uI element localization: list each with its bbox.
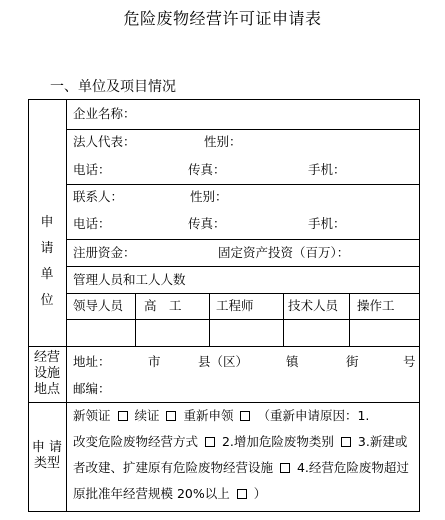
checkbox-reissue[interactable] [240, 411, 250, 421]
row-divider [66, 293, 420, 294]
checkbox-new-license[interactable] [118, 411, 128, 421]
option-renewal: 续证 [134, 408, 160, 423]
staff-count-title: 管理人员和工人人数 [73, 272, 186, 287]
contact-phone-field[interactable]: 电话： [73, 216, 111, 231]
fixed-assets-field[interactable]: 固定资产投资（百万）： [218, 245, 350, 260]
label-column-divider [66, 99, 67, 512]
reason-add-category: 2.增加危险废物类别 [221, 434, 334, 449]
checkbox-renewal[interactable] [166, 411, 176, 421]
reason-exceed-scale: 4.经营危险废物超过 [296, 460, 409, 475]
reissue-reason-label: （重新申请原因：1. [257, 408, 370, 423]
section-divider [28, 346, 420, 347]
reason-new-build: 3.新建或 [357, 434, 408, 449]
application-form-table [28, 99, 420, 512]
staff-column-header: 操作工 [357, 298, 395, 313]
postcode-field[interactable]: 邮编： [73, 381, 111, 396]
document-title: 危险废物经营许可证申请表 [123, 9, 322, 28]
staff-column-divider [135, 293, 136, 346]
checkbox-rebuild-expand[interactable] [280, 463, 290, 473]
contact-fax-field[interactable]: 传真： [188, 216, 226, 231]
staff-column-header: 技术人员 [288, 298, 339, 313]
staff-column-header: 领导人员 [73, 298, 124, 313]
address-label[interactable]: 地址： [73, 354, 111, 369]
address-number: 号 [403, 354, 416, 369]
registered-capital-field[interactable]: 注册资金： [73, 245, 136, 260]
contact-gender-field[interactable]: 性别： [190, 189, 228, 204]
fax-field[interactable]: 传真： [188, 162, 226, 177]
contact-mobile-field[interactable]: 手机： [308, 216, 346, 231]
staff-column-header: 高 工 [144, 298, 182, 313]
company-name-field[interactable]: 企业名称： [73, 106, 136, 121]
application-type-line [73, 481, 415, 507]
row-divider [66, 266, 420, 267]
staff-column-header: 工程师 [216, 298, 254, 313]
checkbox-change-method[interactable] [205, 437, 215, 447]
option-new-license: 新领证 [73, 408, 111, 423]
reason-change-method: 改变危险废物经营方式 [73, 434, 199, 449]
table-border-top [28, 99, 420, 100]
application-type-side-label: 申 请 类型 [31, 440, 63, 471]
row-divider [66, 239, 420, 240]
application-type-line [73, 455, 415, 481]
staff-column-divider [349, 293, 350, 346]
staff-column-divider [209, 293, 210, 346]
address-town: 镇 [286, 354, 299, 369]
section-title: 一、单位及项目情况 [50, 79, 176, 95]
checkbox-exceed-scale[interactable] [237, 489, 247, 499]
address-city: 市 [148, 354, 161, 369]
row-divider [66, 184, 420, 185]
address-street: 街 [346, 354, 359, 369]
application-type-options [73, 403, 415, 507]
contact-field[interactable]: 联系人： [73, 189, 124, 204]
reason-rebuild-expand: 者改建、扩建原有危险废物经营设施 [73, 460, 274, 475]
legal-rep-gender-field[interactable]: 性别： [204, 134, 242, 149]
application-type-line [73, 403, 415, 429]
phone-field[interactable]: 电话： [73, 162, 111, 177]
row-divider [66, 129, 420, 130]
checkbox-add-category[interactable] [341, 437, 351, 447]
table-border-right [419, 99, 420, 512]
table-border-bottom [28, 511, 420, 512]
facility-side-label: 经营 设施 地点 [33, 350, 60, 397]
reason-exceed-scale-cont: 原批准年经营规模 20%以上 [73, 486, 230, 501]
applicant-side-label: 申 请 单 位 [40, 215, 54, 308]
reason-close-paren: ） [253, 486, 267, 501]
staff-column-divider [283, 293, 284, 346]
row-divider [66, 319, 420, 320]
mobile-field[interactable]: 手机： [308, 162, 346, 177]
legal-rep-field[interactable]: 法人代表： [73, 134, 136, 149]
application-type-line [73, 429, 415, 455]
option-reissue: 重新申领 [183, 408, 234, 423]
address-county: 县（区） [198, 354, 249, 369]
